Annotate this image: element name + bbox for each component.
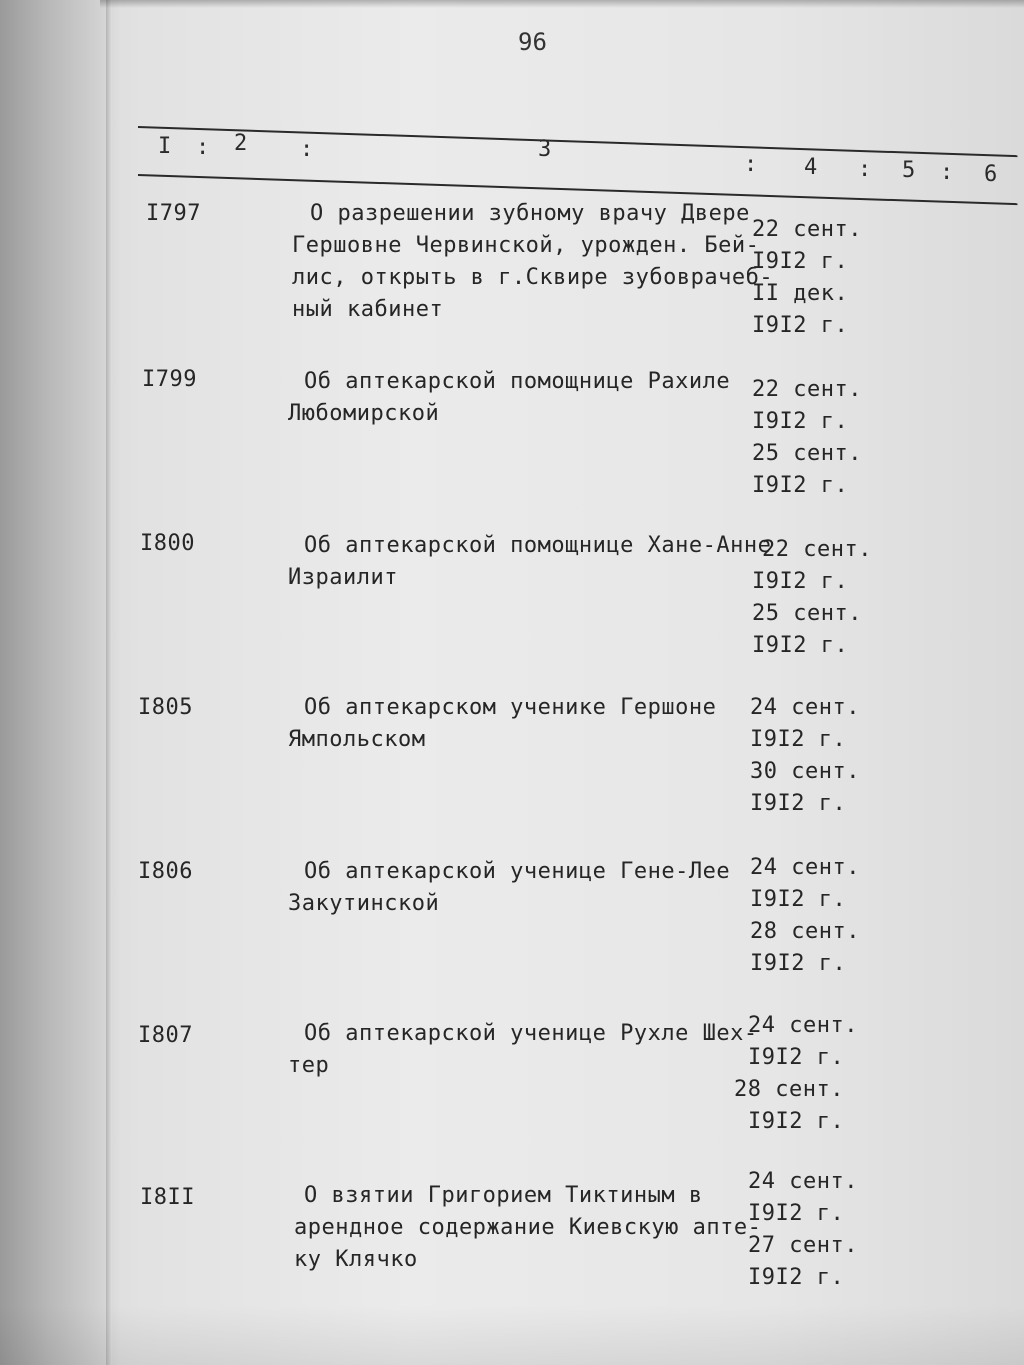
header-col-2: 2 [234, 131, 248, 156]
record-date-line: 24 сент. [750, 695, 860, 720]
record-dates [752, 534, 872, 662]
record-date-line: I9I2 г. [748, 1045, 845, 1070]
record-date-line: I9I2 г. [752, 633, 849, 658]
record-title-line: Гершовне Червинской, урожден. Бей- [292, 233, 760, 258]
record-dates [734, 1010, 858, 1138]
record-date-line: I9I2 г. [750, 791, 847, 816]
record-date-line: 25 сент. [752, 601, 862, 626]
record-title-line: Израилит [288, 565, 398, 590]
record-date-line: 25 сент. [752, 441, 862, 466]
record-title-line: Любомирской [288, 401, 440, 426]
record-title-line: Ямпольском [288, 727, 426, 752]
record-number: I806 [138, 859, 193, 884]
header-col-3: 3 [538, 137, 552, 162]
header-sep: : [744, 152, 758, 177]
record-date-line: I9I2 г. [748, 1265, 845, 1290]
record-title-line: О взятии Григорием Тиктиным в [304, 1183, 703, 1208]
record-title [288, 530, 771, 594]
record-title [288, 1018, 758, 1082]
record-date-line: I9I2 г. [752, 473, 849, 498]
record-date-line: I9I2 г. [750, 951, 847, 976]
record-date-line: 22 сент. [752, 217, 862, 242]
record-title-line: тер [288, 1053, 330, 1078]
header-col-4: 4 [804, 155, 818, 180]
record-date-line: I9I2 г. [752, 409, 849, 434]
header-sep: : [940, 160, 954, 185]
record-title-line: ку Клячко [294, 1247, 418, 1272]
record-dates [750, 852, 860, 980]
top-edge-shadow [100, 0, 1024, 8]
record-date-line: I9I2 г. [748, 1109, 845, 1134]
record-title-line: Об аптекарской ученице Гене-Лее [304, 859, 731, 884]
record-title [288, 366, 730, 430]
record-number: I799 [142, 367, 197, 392]
record-date-line: 24 сент. [748, 1169, 858, 1194]
record-date-line: 24 сент. [748, 1013, 858, 1038]
record-date-line: 27 сент. [748, 1233, 858, 1258]
record-date-line: 22 сент. [762, 537, 872, 562]
record-number: I805 [138, 695, 193, 720]
record-date-line: I9I2 г. [752, 569, 849, 594]
record-date-line: I9I2 г. [748, 1201, 845, 1226]
record-date-line: I9I2 г. [752, 313, 849, 338]
record-title-line: арендное содержание Киевскую апте- [294, 1215, 762, 1240]
record-date-line: II дек. [752, 281, 849, 306]
record-title [294, 1180, 761, 1276]
record-title-line: ный кабинет [292, 297, 444, 322]
record-date-line: I9I2 г. [752, 249, 849, 274]
header-sep: : [300, 137, 314, 162]
record-dates [750, 692, 860, 820]
record-title-line: Об аптекарской ученице Рухле Шех- [304, 1021, 758, 1046]
header-sep: : [196, 135, 210, 160]
record-title-line: Об аптекарской помощнице Хане-Анне [304, 533, 772, 558]
record-number: I797 [146, 201, 201, 226]
record-title-line: Об аптекарском ученике Гершоне [304, 695, 717, 720]
record-date-line: 24 сент. [750, 855, 860, 880]
record-number: I800 [140, 531, 195, 556]
record-dates [752, 214, 862, 342]
bottom-shade [0, 1305, 1024, 1365]
record-title [288, 856, 730, 920]
header-rule-top [138, 126, 1018, 157]
record-date-line: 28 сент. [734, 1077, 844, 1102]
record-title [288, 692, 716, 756]
record-date-line: I9I2 г. [750, 887, 847, 912]
header-sep: : [858, 157, 872, 182]
record-title-line: О разрешении зубному врачу Двере [310, 201, 750, 226]
record-number: I8II [140, 1185, 195, 1210]
header-col-6: 6 [984, 162, 998, 187]
record-date-line: 30 сент. [750, 759, 860, 784]
record-title-line: Об аптекарской помощнице Рахиле [304, 369, 731, 394]
page-fold [106, 0, 112, 1365]
record-number: I807 [138, 1023, 193, 1048]
binding-shadow [0, 0, 120, 1365]
page-number: 96 [518, 28, 547, 56]
record-date-line: 28 сент. [750, 919, 860, 944]
header-col-1: I [158, 134, 172, 159]
record-date-line: 22 сент. [752, 377, 862, 402]
record-dates [748, 1166, 858, 1294]
record-title [292, 198, 773, 326]
record-dates [752, 374, 862, 502]
header-col-5: 5 [902, 158, 916, 183]
record-title-line: лис, открыть в г.Сквире зубоврачеб- [292, 265, 774, 290]
record-title-line: Закутинской [288, 891, 440, 916]
record-date-line: I9I2 г. [750, 727, 847, 752]
